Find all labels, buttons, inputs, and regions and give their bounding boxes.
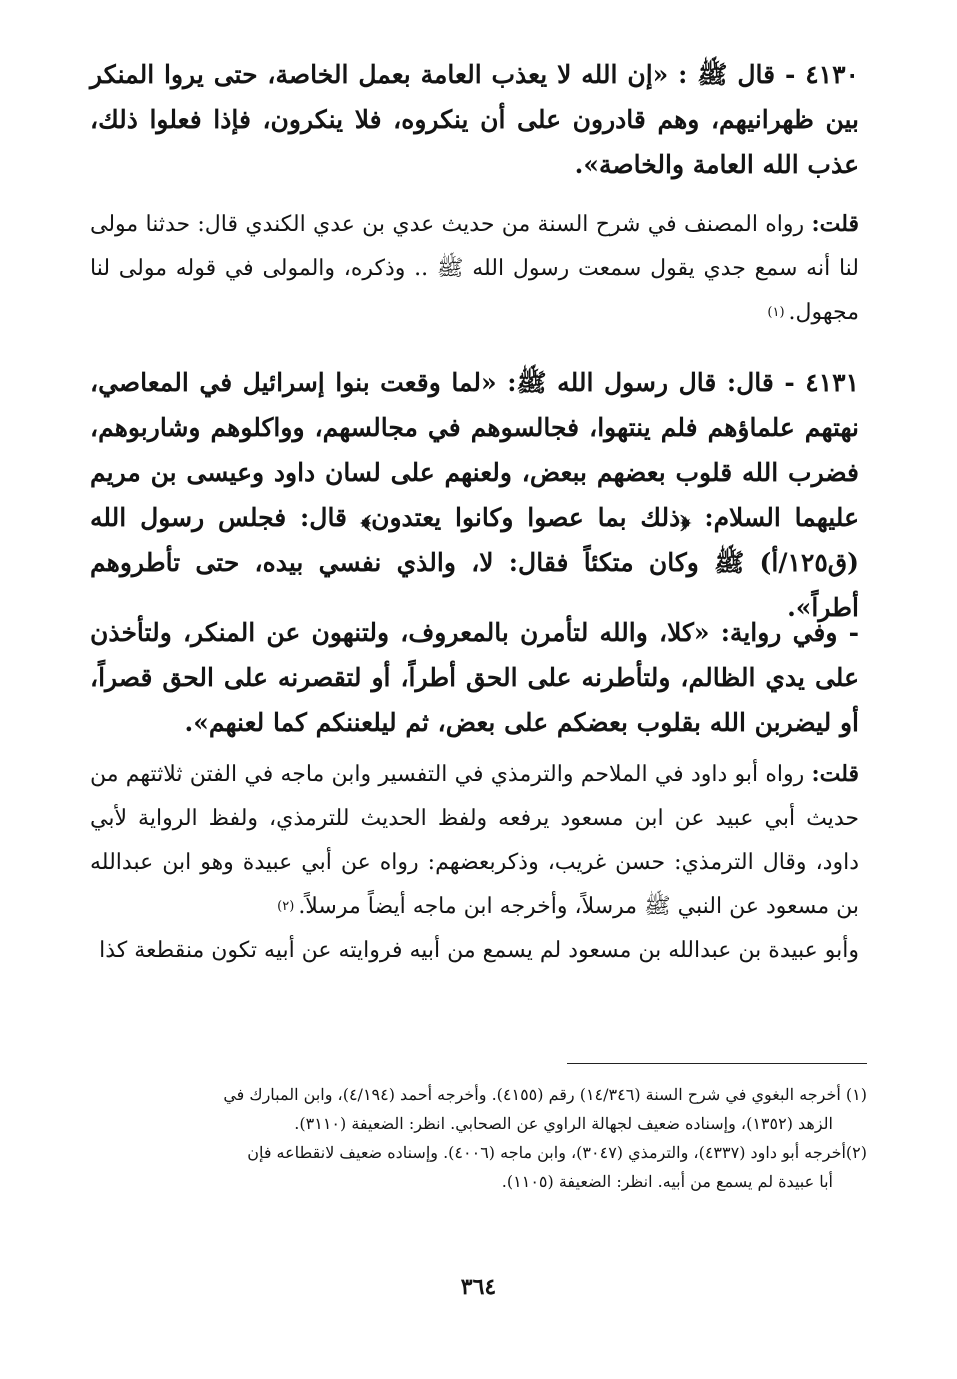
hadith-lead: - قال ﷺ : [678,60,796,89]
riwaya-lead: - وفي رواية: [720,618,859,647]
footnotes [90,1080,867,1196]
footnote-2-line-1: (٢)أخرجه أبو داود (٤٣٣٧)، والترمذي (٣٠٤٧)، وابن ماجه (٤٠٠٦). وإسناده ضعيف لانقطاعه فإن [247,1143,867,1162]
hadith-text: قال رسول الله ﷺ: «لما وقعت بنوا إسرائيل في المعاصي، نهتهم علماؤهم فلم ينتهوا، فجالسوهم في مجالسهم، وواكلوهم وشاربوهم، فضرب الله قلوب بعضهم ببعض، ولعنهم على لسان داود وعيسى بن مريم عليهما السلام: ﴿ذلك بما عصوا وكانوا يعتدون﴾ قال: فجلس رسول الله (ق١٢٥/أ) ﷺ وكان متكئاً فقال: لا، والذي نفسي بيده، حتى تأطروهم أطراً». [90,368,859,622]
riwaya-variant [90,610,859,745]
commentary-text: رواه أبو داود في الملاحم والترمذي في التفسير وابن ماجه في الفتن ثلاثتهم من حديث أبي عبيد عن ابن مسعود يرفعه ولفظ الحديث للترمذي، ولفظ الرواية لأبي داود، وقال الترمذي: حسن غريب، وذكربعضهم: رواه عن أبي عبيدة وهو ابن عبدالله بن مسعود عن النبي ﷺ مرسلاً، وأخرجه ابن ماجه أيضاً مرسلاً. [90,762,859,919]
footnote-separator [567,1063,867,1064]
page-number: ٣٦٤ [460,1274,497,1300]
commentary-lead: قلت: [811,211,859,237]
riwaya-text: «كلا، والله لتأمرن بالمعروف، ولتنهون عن المنكر، ولتأخذن على يدي الظالم، ولتأطرنه على الحق أطراً، أو لتقصرنه على الحق قصراً، أو ليضربن الله بقلوب بعضكم على بعض، ثم ليلعننكم كما لعنهم». [90,618,859,737]
footnote-ref-2: (٢) [277,899,295,914]
hadith-text: «إن الله لا يعذب العامة بعمل الخاصة، حتى يروا المنكر بين ظهرانيهم، وهم قادرون على أن ينكروه، فلا ينكرون، فإذا فعلوا ذلك، عذب الله العامة والخاصة». [90,60,859,179]
commentary-4130 [90,202,859,335]
commentary-lead: قلت: [811,761,859,787]
commentary-4131 [90,752,859,973]
hadith-lead: - قال: [726,368,795,397]
commentary-text: رواه المصنف في شرح السنة من حديث عدي بن عدي الكندي قال: حدثنا مولى لنا أنه سمع جدي يقول سمعت رسول الله ﷺ .. وذكره، والمولى في قوله مولى لنا مجهول. [90,212,859,325]
footnote-1-line-1: (١) أخرجه البغوي في شرح السنة (١٤/٣٤٦) رقم (٤١٥٥). وأخرجه أحمد (٤/١٩٤)، وابن المبارك في [223,1085,867,1104]
hadith-number: ٤١٣٠ [805,60,859,89]
hadith-4131 [90,360,859,630]
commentary-continuation: وأبو عبيدة بن عبدالله بن مسعود لم يسمع من أبيه فروايته عن أبيه تكون منقطعة كذا [99,938,859,963]
hadith-4130 [90,52,859,187]
footnote-ref-1: (١) [767,305,785,320]
footnote-1-line-2: الزهد (١٣٥٢)، وإسناده ضعيف لجهالة الراوي عن الصحابي. انظر: الضعيفة (٣١١٠). [294,1114,833,1133]
hadith-number: ٤١٣١ [805,368,859,397]
footnote-2-line-2: أبا عبيدة لم يسمع من أبيه. انظر: الضعيفة (١١٠٥). [501,1172,833,1191]
